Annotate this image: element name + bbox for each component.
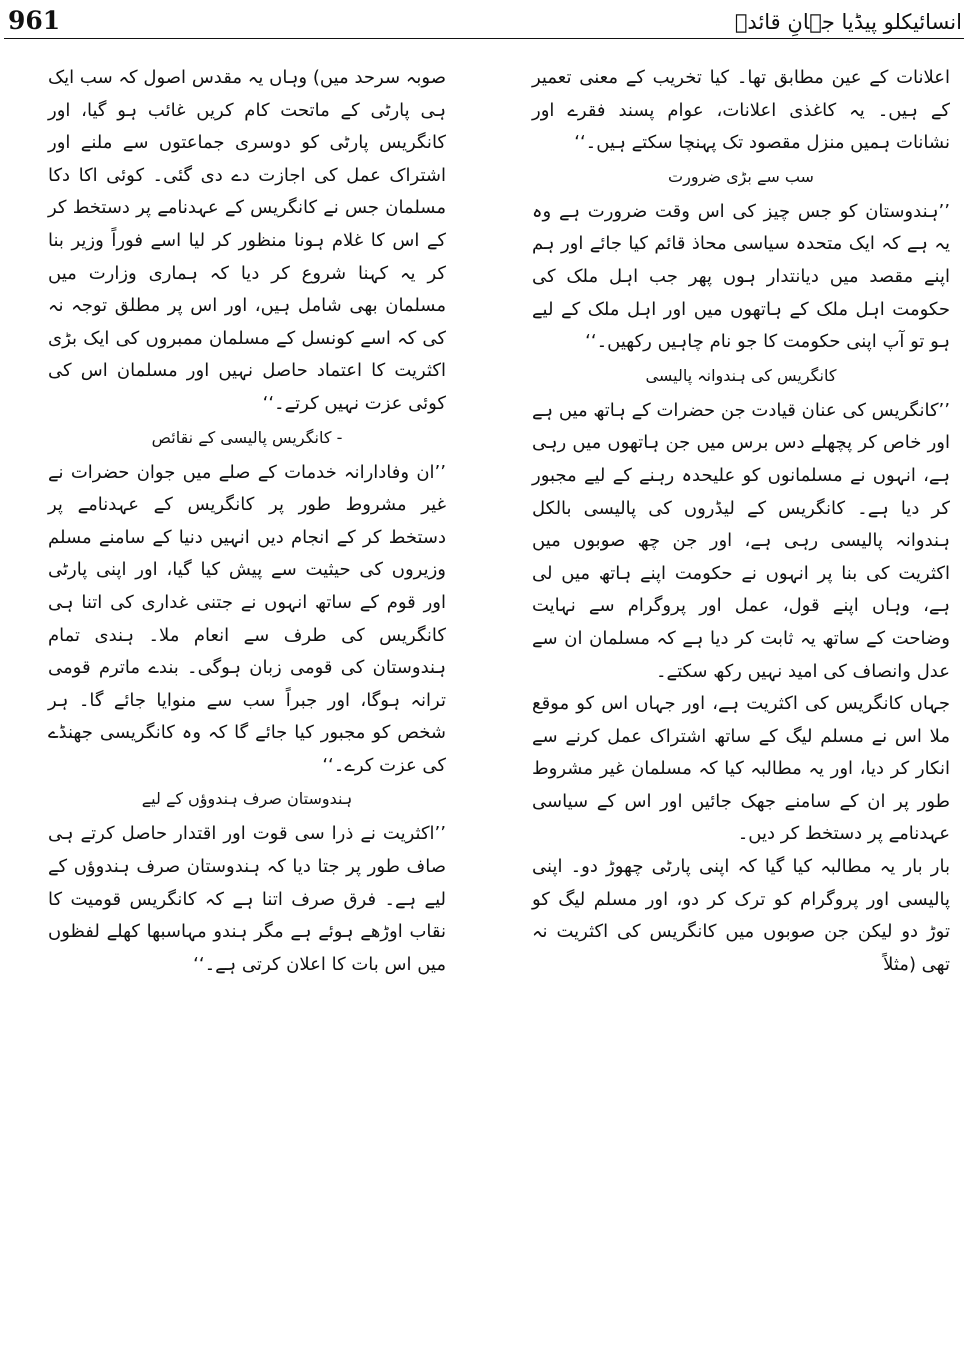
page-number: 961 [8, 6, 61, 35]
left-heading-2: ہندوستان صرف ہندوؤں کے لیے [141, 789, 353, 809]
header-divider [4, 38, 964, 39]
right-heading-2: کانگریس کی ہندوانہ پالیسی [645, 365, 837, 385]
right-paragraph-3: ’’کانگریس کی عنان قیادت جن حضرات کے ہاتھ میں ہے اور خاص کر پچھلے دس برس میں جن ہاتھوں میں رہی ہے، انہوں نے مسلمانوں کو علیحدہ رہنے کے لیے مجبور کر دیا ہے۔ کانگریس کے لیڈروں کی پالیسی بالکل ہندوانہ پالیسی رہی ہے، اور جن چھ صوبوں میں اکثریت کی بنا پر انہوں نے حکومت اپنے ہاتھ میں لی ہے، وہاں اپنے قول، عمل اور پروگرام سے نہایت وضاحت کے ساتھ یہ ثابت کر دیا ہے کہ مسلمان ان سے عدل وانصاف کی امید نہیں رکھ سکتے۔ [532, 399, 950, 682]
right-paragraph-2: ’’ہندوستان کو جس چیز کی اس وقت ضرورت ہے وہ یہ ہے کہ ایک متحدہ سیاسی محاذ قائم کیا جائے اور ہم اپنے مقصد میں دیانتدار ہوں پھر جب اہل ملک کی حکومت اہل ملک کے ہاتھوں میں اور اہل ملک کے لیے ہو تو آپ اپنی حکومت کا جو نام چاہیں رکھیں۔‘‘ [532, 200, 950, 353]
book-title: انسائیکلو پیڈیا جہانِ قائدؒ [734, 10, 962, 34]
left-paragraph-1: صوبہ سرحد میں) وہاں یہ مقدس اصول کہ سب ایک ہی پارٹی کے ماتحت کام کریں غائب ہو گیا، اور کانگریس پارٹی کو دوسری جماعتوں سے ملنے اور اشتراک عمل کی اجازت دے دی گئی۔ کوئی اکا دکا مسلمان جس نے کانگریس کے عہدنامے پر دستخط کر کے اس کا غلام ہونا منظور کر لیا اسے فوراً وزیر بنا کر یہ کہنا شروع کر دیا کہ ہماری وزارت میں مسلمان بھی شامل ہیں، اور اس پر مطلق توجہ نہ کی کہ اسے کونسل کے مسلمان ممبروں کی ایک بڑی اکثریت کا اعتماد حاصل نہیں اور مسلمان اس کی کوئی عزت نہیں کرتے۔‘‘ [48, 67, 446, 414]
right-column [532, 62, 950, 981]
right-paragraph-4: جہاں کانگریس کی اکثریت ہے، اور جہاں اس کو موقع ملا اس نے مسلم لیگ کے ساتھ اشتراک عمل کرنے سے انکار کر دیا، اور یہ مطالبہ کیا کہ مسلمان غیر مشروط طور پر ان کے سامنے جھک جائیں اور اس کے سیاسی عہدنامے پر دستخط کر دیں۔ [532, 693, 950, 845]
left-column [48, 62, 446, 981]
right-paragraph-5: بار بار یہ مطالبہ کیا گیا کہ اپنی پارٹی چھوڑ دو۔ اپنی پالیسی اور پروگرام کو ترک کر دو، اور مسلم لیگ کو توڑ دو لیکن جن صوبوں میں کانگریس کی اکثریت نہ تھی (مثلاً [532, 856, 950, 975]
left-paragraph-3: ’’اکثریت نے ذرا سی قوت اور اقتدار حاصل کرتے ہی صاف طور پر جتا دیا کہ ہندوستان صرف ہندوؤں کے لیے ہے۔ فرق صرف اتنا ہے کہ کانگریس قومیت کا نقاب اوڑھے ہوئے ہے مگر ہندو مہاسبھا کھلے لفظوں میں اس بات کا اعلان کرتی ہے۔‘‘ [48, 823, 446, 975]
right-paragraph-1: اعلانات کے عین مطابق تھا۔ کیا تخریب کے معنی تعمیر کے ہیں۔ یہ کاغذی اعلانات، عوام پسند فقرے اور نشانات ہمیں منزل مقصود تک پہنچا سکتے ہیں۔‘‘ [532, 67, 950, 154]
page-header [0, 0, 968, 40]
right-heading-1: سب سے بڑی ضرورت [668, 166, 814, 186]
left-paragraph-2: ’’ان وفادارانہ خدمات کے صلے میں جوان حضرات نے غیر مشروط طور پر کانگریس کے عہدنامے پر دستخط کر کے انجام دیں انہیں دنیا کے سامنے مسلم وزیروں کی حیثیت سے پیش کیا گیا، اور اپنی پارٹی اور قوم کے ساتھ انہوں نے جتنی غداری کی اتنا ہی کانگریس کی طرف سے انعام ملا۔ ہندی تمام ہندوستان کی قومی زبان ہوگی۔ بندے ماترم قومی ترانہ ہوگا، اور جبراً سب سے منوایا جائے گا۔ ہر شخص کو مجبور کیا جائے گا کہ وہ کانگریسی جھنڈے کی عزت کرے۔‘‘ [48, 461, 446, 776]
left-heading-1: - کانگریس پالیسی کے نقائص [151, 427, 343, 447]
